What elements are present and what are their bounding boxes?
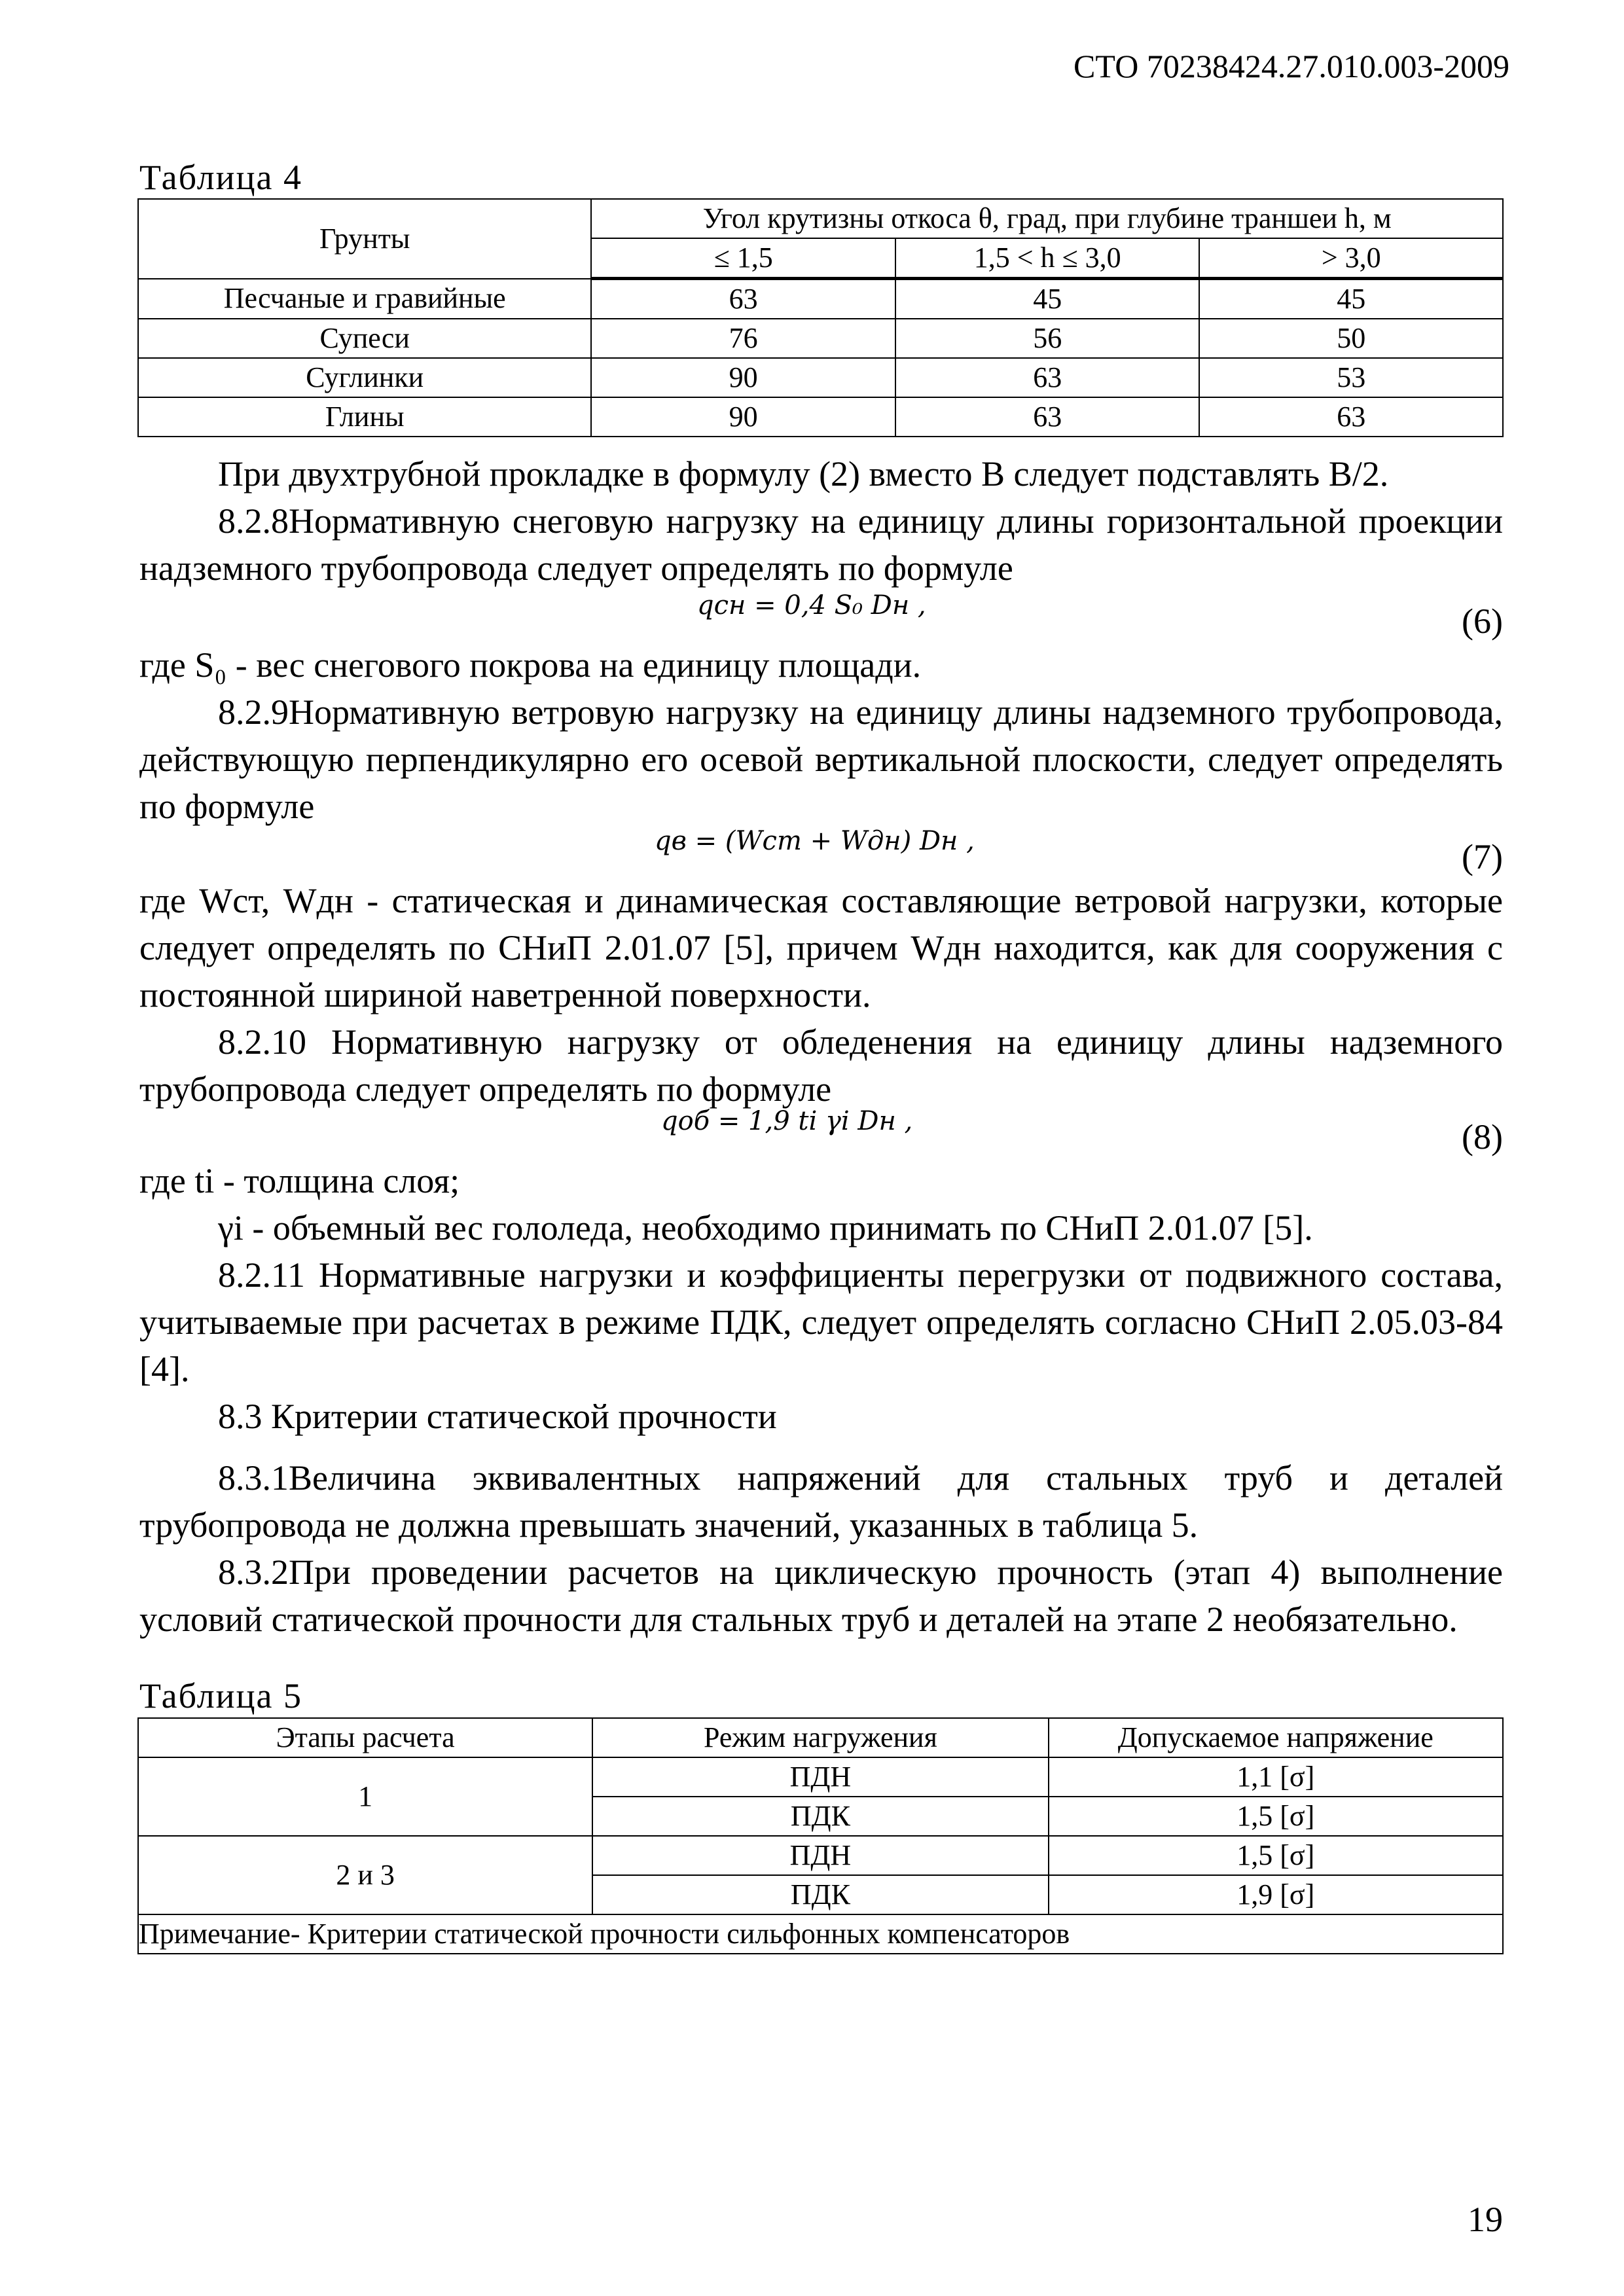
table-cell: 90	[591, 397, 895, 437]
table5-header: Допускаемое напряжение	[1049, 1718, 1503, 1757]
formula-6: qсн = 0,4 S₀ Dн ,	[697, 590, 926, 620]
table-cell: ПДК	[592, 1875, 1048, 1914]
body-text-1	[139, 450, 1503, 592]
table-cell: 1,5 [σ]	[1049, 1797, 1503, 1836]
paragraph: При двухтрубной прокладке в формулу (2) вместо B следует подставлять B/2.	[218, 454, 1389, 493]
table5-header: Этапы расчета	[138, 1718, 592, 1757]
table-cell: 63	[591, 279, 895, 319]
table-cell: Глины	[138, 397, 591, 437]
table-cell: Суглинки	[138, 358, 591, 397]
paragraph-8-2-9: 8.2.9Нормативную ветровую нагрузку на единицу длины надземного трубопровода, действующую перпендикулярно его осевой вертикальной плоскости, следует определять по формуле	[139, 692, 1503, 826]
table5	[137, 1717, 1504, 1954]
body-text-5	[139, 1454, 1503, 1643]
formula-7: qв = (Wст + Wдн) Dн ,	[655, 826, 975, 856]
body-text-4	[139, 1157, 1503, 1393]
table-cell: ПДН	[592, 1757, 1048, 1797]
table-cell: Песчаные и гравийные	[138, 279, 591, 319]
table-row	[138, 358, 1503, 397]
table4-subheader: > 3,0	[1199, 238, 1503, 279]
table-row	[138, 397, 1503, 437]
equation-number-6: (6)	[1462, 601, 1503, 641]
table-cell: ПДК	[592, 1797, 1048, 1836]
table4-subheader: 1,5 < h ≤ 3,0	[895, 238, 1200, 279]
table-cell: 56	[895, 319, 1200, 358]
paragraph-8-3-2: 8.3.2При проведении расчетов на циклическую прочность (этап 4) выполнение условий статической прочности для стальных труб и деталей на этапе 2 необязательно.	[139, 1552, 1503, 1639]
table4-header-soil: Грунты	[138, 199, 591, 279]
table-cell: Супеси	[138, 319, 591, 358]
equation-number-8: (8)	[1462, 1117, 1503, 1157]
table-cell: 50	[1199, 319, 1503, 358]
table-cell: 63	[1199, 397, 1503, 437]
table-cell-stage: 2 и 3	[138, 1836, 592, 1914]
equation-number-7: (7)	[1462, 837, 1503, 876]
table-cell: 53	[1199, 358, 1503, 397]
paragraph: γi - объемный вес гололеда, необходимо принимать по СНиП 2.01.07 [5].	[218, 1208, 1313, 1247]
paragraph: где Wст, Wдн - статическая и динамическая составляющие ветровой нагрузки, которые следует определять по СНиП 2.01.07 [5], причем Wдн находится, как для сооружения с постоянной шириной наветренной поверхности.	[139, 881, 1503, 1014]
table-cell: 45	[895, 279, 1200, 319]
paragraph-8-2-11: 8.2.11 Нормативные нагрузки и коэффициенты перегрузки от подвижного состава, учитываемые при расчетах в режиме ПДК, следует определять согласно СНиП 2.05.03-84 [4].	[139, 1255, 1503, 1389]
paragraph: где S₀ - вес снегового покрова на единицу площади.	[139, 645, 922, 685]
section-heading-8-3	[139, 1393, 1503, 1440]
table-cell-stage: 1	[138, 1757, 592, 1836]
body-text-2	[139, 641, 1503, 830]
paragraph-8-2-10: 8.2.10 Нормативную нагрузку от обледенения на единицу длины надземного трубопровода следует определять по формуле	[139, 1022, 1503, 1109]
document-code: СТО 70238424.27.010.003-2009	[1074, 48, 1509, 84]
table5-note: Примечание- Критерии статической прочности сильфонных компенсаторов	[138, 1914, 1503, 1954]
paragraph-8-2-8: 8.2.8Нормативную снеговую нагрузку на единицу длины горизонтальной проекции надземного трубопровода следует определять по формуле	[139, 501, 1503, 588]
table-cell: 76	[591, 319, 895, 358]
table4-caption: Таблица 4	[139, 158, 302, 197]
paragraph-8-3-1: 8.3.1Величина эквивалентных напряжений для стальных труб и деталей трубопровода не должна превышать значений, указанных в таблица 5.	[139, 1458, 1503, 1545]
table-cell: 63	[895, 397, 1200, 437]
table4-subheader: ≤ 1,5	[591, 238, 895, 279]
table-row	[138, 1836, 1503, 1875]
page-number: 19	[1468, 2200, 1503, 2239]
table-row	[138, 1757, 1503, 1797]
body-text-3	[139, 877, 1503, 1113]
table5-header: Режим нагружения	[592, 1718, 1048, 1757]
table-row	[138, 279, 1503, 319]
section-title: 8.3 Критерии статической прочности	[218, 1397, 777, 1436]
table-cell: ПДН	[592, 1836, 1048, 1875]
table-cell: 1,9 [σ]	[1049, 1875, 1503, 1914]
table4-header-angle: Угол крутизны откоса θ, град, при глубине траншеи h, м	[591, 199, 1503, 238]
table-cell: 1,5 [σ]	[1049, 1836, 1503, 1875]
table-cell: 63	[895, 358, 1200, 397]
formula-8: qоб = 1,9 ti γi Dн ,	[661, 1106, 913, 1136]
table-row	[138, 1914, 1503, 1954]
table-cell: 90	[591, 358, 895, 397]
table-row	[138, 319, 1503, 358]
table5-caption: Таблица 5	[139, 1676, 302, 1715]
table-cell: 45	[1199, 279, 1503, 319]
table-cell: 1,1 [σ]	[1049, 1757, 1503, 1797]
table4	[137, 198, 1504, 437]
paragraph: где ti - толщина слоя;	[139, 1161, 460, 1200]
